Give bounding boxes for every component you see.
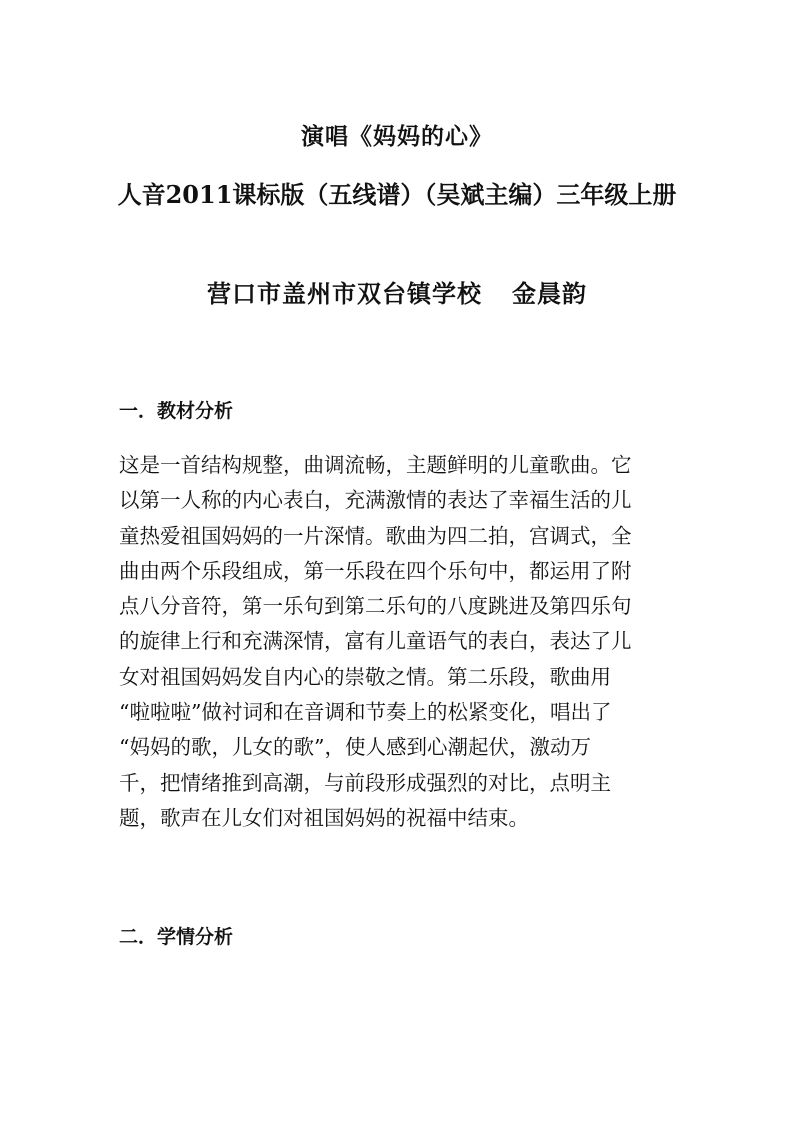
paragraph-line: 以第一人称的内心表白，充满激情的表达了幸福生活的儿 — [119, 488, 632, 513]
paragraph-line: 童热爱祖国妈妈的一片深情。歌曲为四二拍，宫调式，全 — [119, 523, 632, 548]
paragraph-line: 千，把情绪推到高潮，与前段形成强烈的对比，点明主 — [119, 770, 611, 795]
paragraph-line: “啦啦啦”做衬词和在音调和节奏上的松紧变化，唱出了 — [119, 700, 612, 725]
document-subtitle: 人音2011课标版（五线谱）（吴斌主编）三年级上册 — [117, 180, 677, 209]
paragraph-line: 的旋律上行和充满深情，富有儿童语气的表白，表达了儿 — [119, 629, 632, 654]
paragraph-line: 女对祖国妈妈发自内心的崇敬之情。第二乐段，歌曲用 — [119, 664, 611, 689]
section-heading-textbook-analysis: 一．教材分析 — [119, 400, 234, 422]
paragraph-line: 点八分音符，第一乐句到第二乐句的八度跳进及第四乐句 — [119, 594, 632, 619]
document-title: 演唱《妈妈的心》 — [301, 123, 493, 150]
section-heading-learner-analysis: 二．学情分析 — [119, 926, 234, 948]
school-name: 营口市盖州市双台镇学校 — [207, 279, 482, 308]
paragraph-line: 题，歌声在儿女们对祖国妈妈的祝福中结束。 — [119, 805, 529, 830]
textbook-analysis-paragraph — [119, 448, 659, 836]
paragraph-line: 这是一首结构规整，曲调流畅，主题鲜明的儿童歌曲。它 — [119, 453, 632, 477]
paragraph-line: 曲由两个乐段组成，第一乐段在四个乐句中，都运用了附 — [119, 558, 632, 583]
author-name: 金晨韵 — [512, 279, 587, 308]
author-line — [0, 274, 794, 309]
paragraph-line: “妈妈的歌，儿女的歌”，使人感到心潮起伏，激动万 — [119, 735, 591, 760]
